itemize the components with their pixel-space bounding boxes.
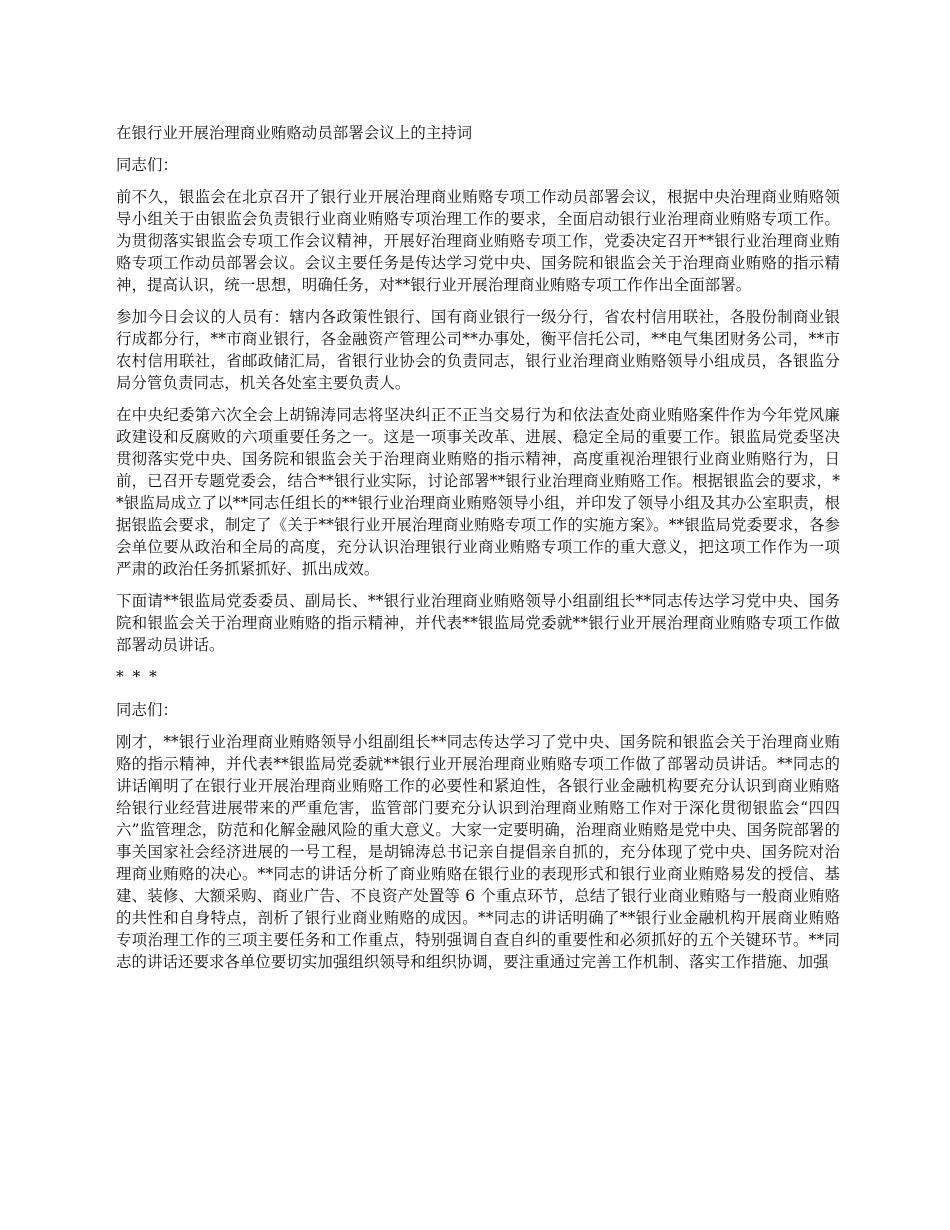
paragraph-next-speaker: 下面请**银监局党委委员、副局长、**银行业治理商业贿赂领导小组副组长**同志传达学习党中央、国务院和银监会关于治理商业贿赂的指示精神，并代表**银监局党委就**银行业开展治理商业贿赂专项工作做部署动员讲话。 xyxy=(116,592,840,654)
paragraph-attendees: 参加今日会议的人员有：辖内各政策性银行、国有商业银行一级分行，省农村信用联社，各股份制商业银行成都分行，**市商业银行，各金融资产管理公司**办事处，衡平信托公司，**电气集团财务公司，**市农村信用联社，省邮政储汇局，省银行业协会的负责同志，银行业治理商业贿赂领导小组成员，各银监分局分管负责同志，机关各处室主要负责人。 xyxy=(116,308,840,392)
document-title: 在银行业开展治理商业贿赂动员部署会议上的主持词 xyxy=(116,124,473,142)
paragraph-background: 在中央纪委第六次全会上胡锦涛同志将坚决纠正不正当交易行为和依法查处商业贿赂案件作为今年党风廉政建设和反腐败的六项重要任务之一。这是一项事关改革、进展、稳定全局的重要工作。银监局党委坚决贯彻落实党中央、国务院和银监会关于治理商业贿赂的指示精神，高度重视治理银行业商业贿赂行为，日前，已召开专题党委会，结合**银行业实际，讨论部署**银行业治理商业贿赂工作。根据银监会的要求，**银监局成立了以**同志任组长的**银行业治理商业贿赂领导小组，并印发了领导小组及其办公室职责，根据银监会要求，制定了《关于**银行业开展治理商业贿赂专项工作的实施方案》。**银监局党委要求，各参会单位要从政治和全局的高度，充分认识治理银行业商业贿赂专项工作的重大意义，把这项工作作为一项严肃的政治任务抓紧抓好、抓出成效。 xyxy=(116,406,840,578)
paragraph-summary: 刚才，**银行业治理商业贿赂领导小组副组长**同志传达学习了党中央、国务院和银监会关于治理商业贿赂的指示精神，并代表**银监局党委就**银行业开展治理商业贿赂专项工作做了部署动员讲话。**同志的讲话阐明了在银行业开展治理商业贿赂工作的必要性和紧迫性，各银行业金融机构要充分认识到商业贿赂给银行业经营进展带来的严重危害，监管部门要充分认识到治理商业贿赂工作对于深化贯彻银监会“四四六”监管理念，防范和化解金融风险的重大意义。大家一定要明确，治理商业贿赂是党中央、国务院部署的事关国家社会经济进展的一号工程，是胡锦涛总书记亲自提倡亲自抓的，充分体现了党中央、国务院对治理商业贿赂的决心。**同志的讲话分析了商业贿赂在银行业的表现形式和银行业商业贿赂易发的授信、基建、装修、大额采购、商业广告、不良资产处置等 6 个重点环节，总结了银行业商业贿赂与一般商业贿赂的共性和自身特点，剖析了银行业商业贿赂的成因。**同志的讲话明确了**银行业金融机构开展商业贿赂专项治理工作的三项主要任务和工作重点，特别强调自查自纠的重要性和必须抓好的五个关键环节。**同志的讲话还要求各单位要切实加强组织领导和组织协调，要注重通过完善工作机制、落实工作措施、加强 xyxy=(116,733,840,971)
salutation-second: 同志们： xyxy=(116,701,178,719)
paragraph-intro: 前不久，银监会在北京召开了银行业开展治理商业贿赂专项工作动员部署会议，根据中央治理商业贿赂领导小组关于由银监会负责银行业商业贿赂专项治理工作的要求，全面启动银行业治理商业贿赂专项工作。为贯彻落实银监会专项工作会议精神，开展好治理商业贿赂专项工作，党委决定召开**银行业治理商业贿赂专项工作动员部署会议。会议主要任务是传达学习党中央、国务院和银监会关于治理商业贿赂的指示精神，提高认识，统一思想，明确任务，对**银行业开展治理商业贿赂专项工作作出全面部署。 xyxy=(116,188,840,294)
document-page xyxy=(116,122,840,983)
salutation: 同志们： xyxy=(116,156,178,174)
section-separator: * * * xyxy=(116,668,159,686)
